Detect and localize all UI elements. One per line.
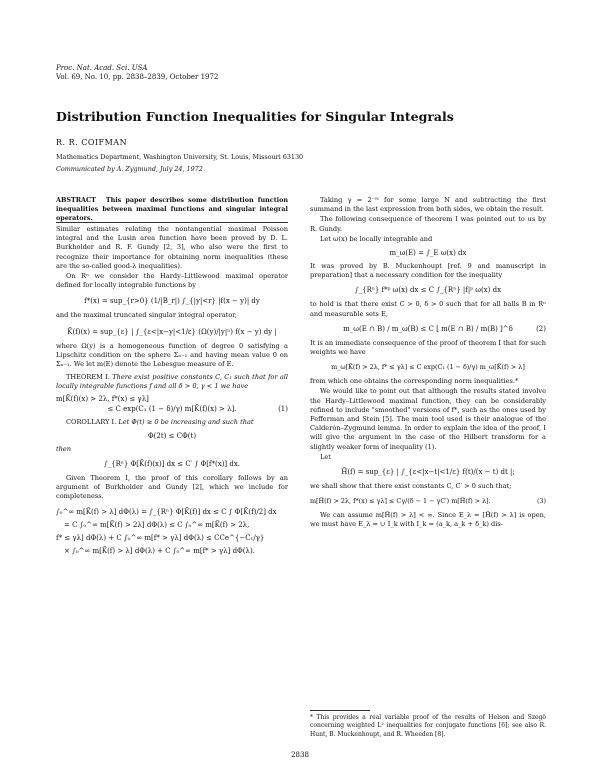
corollary-label: COROLLARY I.	[66, 417, 117, 426]
communicated-by: Communicated by A. Zygmund, July 24, 1972	[56, 165, 203, 173]
right-paragraph-10: we shall show that there exist constants C, C′ > 0 such that;	[310, 482, 512, 491]
left-paragraph-4: where Ω(y) is a homogeneous function of degree 0 satisfying a Lipschitz condition on the sphere Σₙ₋₁ and having mean value 0 on Σₙ₋₁. We let m(E) denote the Lebesgue measure of E.	[56, 341, 288, 369]
right-paragraph-2: The following consequence of theorem I was pointed out to us by R. Gundy.	[310, 215, 546, 233]
equation-2-body: m_ω(E ∩ B) / m_ω(B) ≤ C [ m(E ∩ B) / m(B) ]^δ	[343, 324, 513, 333]
equation-doubling: Φ(2t) ≤ CΦ(t)	[147, 431, 197, 440]
equation-corollary: ∫_{Rⁿ} Φ[K̃(f)(x)] dx ≤ C′ ∫ Φ[f*(x)] dx.	[103, 460, 241, 469]
equation-weighted-norm: ∫_{Rⁿ} f*ᵖ ω(x) dx ≤ C ∫_{Rⁿ} |f|ᵖ ω(x) dx	[354, 286, 502, 295]
right-paragraph-5: to hold is that there exist C > 0, δ > 0 such that for all balls B in Rⁿ and measurable sets E,	[310, 300, 546, 318]
right-paragraph-3: Let ω(x) be locally integrable and	[320, 234, 433, 243]
equation-3-number: (3)	[536, 497, 546, 506]
abstract-divider	[56, 222, 288, 223]
equation-3	[310, 496, 546, 506]
equation-weighted-good-lambda: m_ω[K̃(f) > 2λ, f* ≤ γλ] ≤ C exp(C₁ (1 − δ)/γ) m_ω[K̃(f) > λ]	[331, 363, 525, 372]
equation-proof-1: ∫₀^∞ m[K̃(f) > λ] dΦ(λ) = ∫_{Rⁿ} Φ[K̃(f)] dx ≤ C ∫ Φ[K̃(f)/2] dx	[56, 507, 277, 516]
right-paragraph-1: Taking γ = 2⁻ᴺ for some large N and subtracting the first summand in the last expression from both sides, we obtain the result.	[310, 196, 546, 214]
right-paragraph-9: Let	[320, 452, 331, 461]
equation-proof-3: f* ≤ γλ] dΦ(λ) + C ∫₀^∞ m[f* > γλ] dΦ(λ) ≤ CCe^{−C₁/γ}	[56, 533, 265, 542]
theorem-label: THEOREM I.	[66, 373, 110, 382]
abstract-text: This paper describes some distribution function inequalities between maximal functions and singular integral operators.	[56, 196, 288, 223]
footnote-rule	[310, 710, 370, 711]
left-paragraph-1: Similar estimates relating the nontangential maximal Poisson integral and the Lusin area function have been proved by D. L. Burkholder and R. F. Gundy [2, 3], who also were the first to recognize their importance for obtaining norm inequalities (these are the so-called good-λ inequalities).	[56, 225, 288, 270]
journal-name: Proc. Nat. Acad. Sci. USA	[56, 64, 148, 72]
left-paragraph-3: and the maximal truncated singular integral operator,	[56, 311, 237, 320]
equation-2-number: (2)	[536, 324, 546, 333]
corollary-text: Let Φ(t) ≥ 0 be increasing and such that	[118, 417, 254, 426]
page-number: 2838	[291, 751, 309, 759]
right-paragraph-6: It is an immediate consequence of the proof of theorem I that for such weights we have	[310, 338, 546, 357]
right-column	[310, 196, 546, 531]
equation-1-line-b	[56, 404, 288, 414]
journal-volume: Vol. 69, No. 10, pp. 2838–2839, October 1972	[56, 73, 219, 81]
equation-1-body: ≤ C exp(C₁ (1 − δ)/γ) m[K̃(f)(x) > λ].	[107, 404, 237, 413]
equation-1-line-a: m[K̃(f)(x) > 2λ, f*(x) ≤ γλ]	[56, 394, 149, 403]
equation-truncated-singular: K̃(f)(x) = sup_{ε} | ∫_{ε<|x−y|<1/ε} (Ω(y)/|y|ⁿ) f(x − y) dy |	[67, 327, 277, 336]
corollary-1	[56, 418, 288, 427]
right-paragraph-4: It was proved by B. Muckenhoupt [ref. 9 and manuscript in preparation] that a necessary condition for the inequality	[310, 262, 546, 280]
theorem-1	[56, 373, 288, 391]
equation-2	[310, 324, 546, 334]
equation-proof-4: × ∫₀^∞ m[K̃(f) > λ] dΦ(λ) + C ∫₀^∞ m[f* > γλ] dΦ(λ).	[64, 546, 255, 555]
left-paragraph-2: On Rⁿ we consider the Hardy–Littlewood maximal operator defined for locally integrable functions by	[56, 272, 288, 290]
equation-3-body: m[H̃(f) > 2λ, f*(x) ≤ γλ] ≤ Cγ/(δ − 1 − γC′) m[H̃(f) > λ].	[310, 497, 491, 506]
theorem-text: There exist positive constants C, C₁ such that for all locally integrable functions f and all δ > 0, γ < 1 we have	[56, 373, 288, 391]
left-column	[56, 225, 288, 556]
right-paragraph-8: We would like to point out that although the results stated involve the Hardy–Littlewood maximal function, they can be considerably refined to include "smoothed" versions of f*, such as the ones used by Fefferman and Stein [5]. The main tool used is their analogue of the Calderón–Zygmund lemma. In order to explain the idea of the proof, I will give the argument in the case of the Hilbert transform for a slightly weaker form of inequality (1).	[310, 387, 546, 451]
paper-title: Distribution Function Inequalities for Singular Integrals	[56, 109, 454, 124]
author: R. R. COIFMAN	[56, 138, 128, 147]
footnote: * This provides a real variable proof of the results of Helson and Szegö concerning weighted L² inequalities for conjugate functions [6]; see also R. Hunt, B. Muckenhoupt, and R. Wheeden [8].	[310, 714, 546, 738]
affiliation: Mathematics Department, Washington University, St. Louis, Missouri 63130	[56, 153, 304, 161]
right-paragraph-7: from which one obtains the corresponding norm inequalities.*	[310, 377, 519, 386]
equation-1-number: (1)	[278, 404, 288, 413]
equation-hilbert-maximal: H̃(f) = sup_{ε} | ∫_{ε<|x−t|<1/ε} f(t)/(x − t) dt |;	[341, 468, 515, 477]
equation-weighted-measure: m_ω(E) = ∫_E ω(x) dx	[389, 249, 467, 258]
abstract-label: ABSTRACT	[56, 196, 96, 204]
equation-proof-2: = C ∫₀^∞ m[K̃(f) > 2λ] dΦ(λ) ≤ C ∫₀^∞ m[K̃(f) > 2λ,	[64, 520, 250, 529]
then-text: then	[56, 444, 72, 453]
abstract	[56, 196, 288, 224]
equation-maximal: f*(x) = sup_{r>0} (1/|B_r|) ∫_{|y|<r} |f(x − y)| dy	[84, 297, 260, 306]
right-paragraph-11: We can assume m[H̃(f) > λ] < ∞. Since E_λ = [H̃(f) > λ] is open, we must have E_λ = ∪ I_k with I_k = (a_k, a_k + δ_k) dis-	[310, 511, 546, 529]
left-paragraph-5: Given Theorem I, the proof of this corollary follows by an argument of Burkholder and Gundy [2], which we include for completeness.	[56, 474, 288, 501]
